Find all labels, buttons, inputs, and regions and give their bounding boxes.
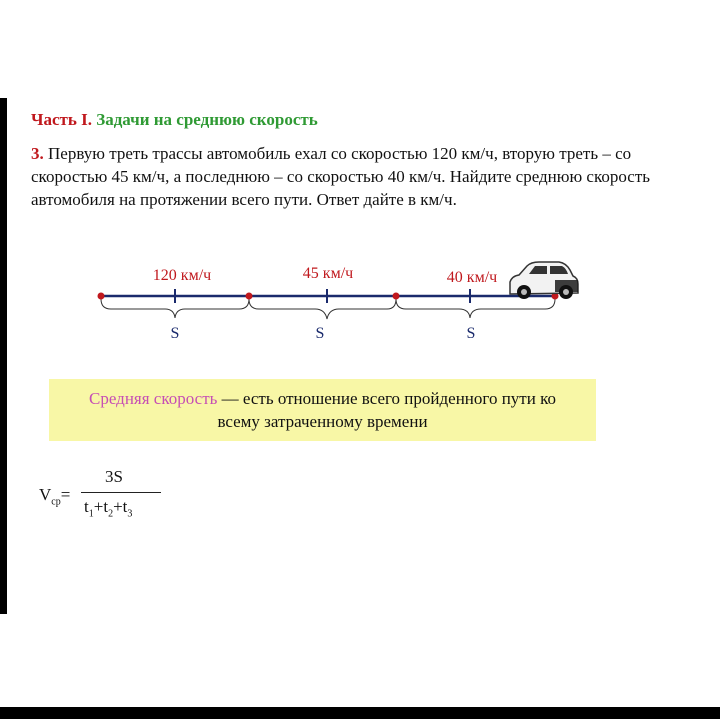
segment-brace xyxy=(396,299,555,318)
definition-line-1 xyxy=(49,387,596,410)
problem-text: Первую треть трассы автомобиль ехал со скоростью 120 км/ч, вторую треть – со скоростью 45 км/ч, а последнюю – со скоростью 40 км/ч. Найдите среднюю скорость автомобиля на протяжении всего пути. Ответ дайте в км/ч. xyxy=(31,144,651,209)
title-part: Часть I. xyxy=(31,110,92,129)
formula-var-sub: ср xyxy=(51,496,61,508)
speed-label-3: 40 км/ч xyxy=(446,269,498,286)
segment-label-1: S xyxy=(170,325,180,342)
speed-label-2: 45 км/ч xyxy=(302,265,354,282)
route-point xyxy=(246,293,253,300)
problem-number: 3. xyxy=(31,144,44,163)
bottom-black-border xyxy=(0,707,720,719)
segment-label-2: S xyxy=(315,325,325,342)
route-diagram xyxy=(7,98,720,358)
formula-lhs xyxy=(39,485,70,507)
title-topic: Задачи на среднюю скорость xyxy=(96,110,318,129)
definition-line-2: всему затраченному времени xyxy=(217,412,428,431)
slide xyxy=(7,98,720,614)
formula-equals: = xyxy=(60,485,71,504)
route-point xyxy=(98,293,105,300)
formula-var: V xyxy=(39,485,52,504)
segment-brace xyxy=(249,299,396,319)
formula-numerator: 3S xyxy=(105,467,123,486)
segment-label-3: S xyxy=(466,325,476,342)
car-icon xyxy=(510,262,578,299)
definition-term: Средняя скорость xyxy=(89,389,218,408)
formula-denominator: $t_1+t_2+t_3$ xyxy=(84,497,133,520)
fraction-line xyxy=(81,492,161,493)
speed-label-1: 120 км/ч xyxy=(152,267,212,284)
left-black-border xyxy=(0,98,7,614)
route-point xyxy=(393,293,400,300)
definition-rest: — есть отношение всего пройденного пути ко xyxy=(217,389,556,408)
definition-box xyxy=(49,379,596,441)
